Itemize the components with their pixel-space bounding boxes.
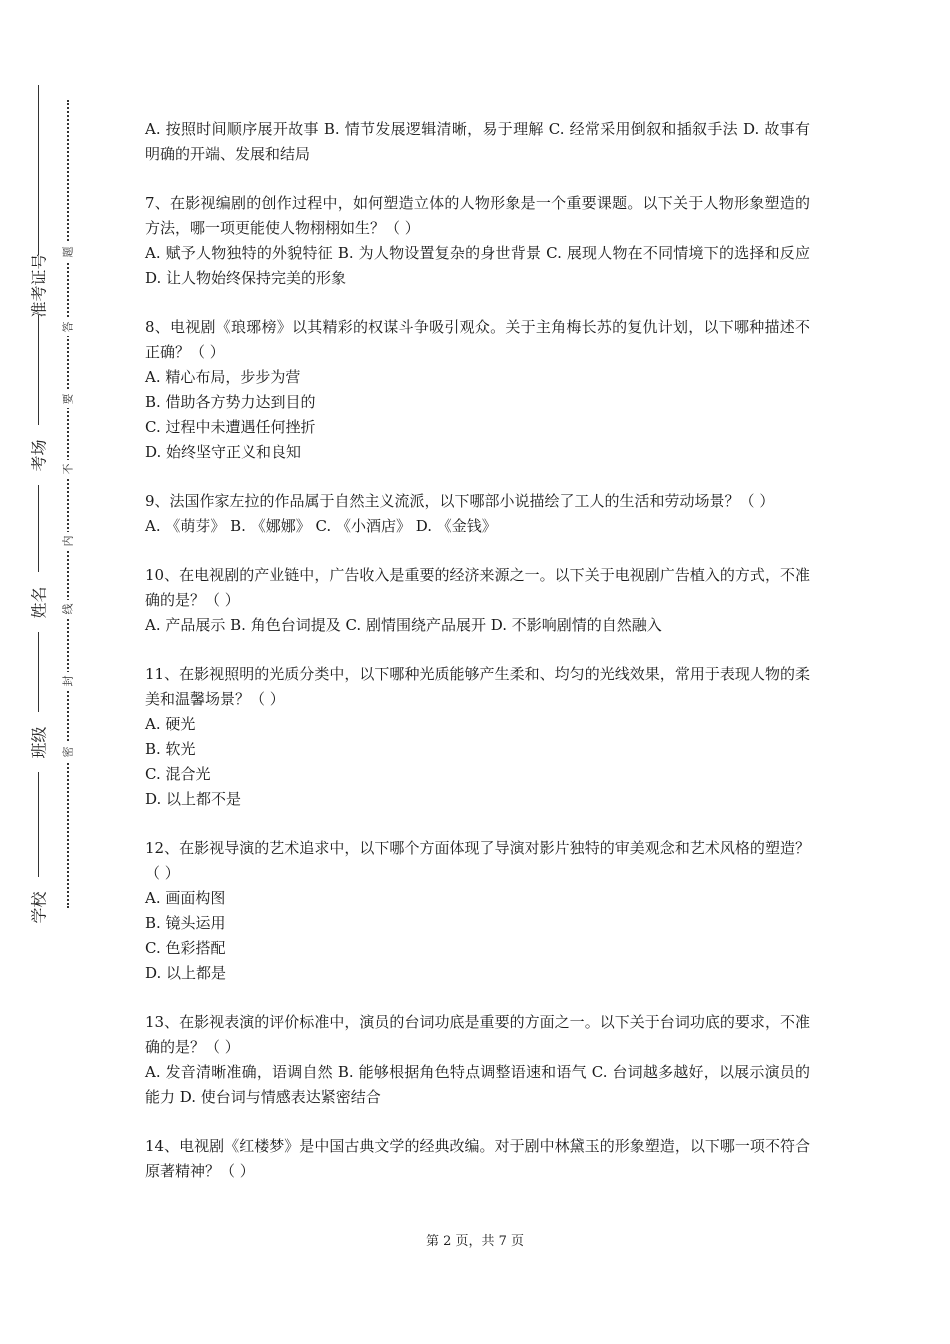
question-option: A. 发音清晰准确，语调自然 B. 能够根据角色特点调整语速和语气 C. 台词越多越好，以展示演员的能力 D. 使台词与情感表达紧密结合 (145, 1063, 810, 1106)
question-content (145, 117, 810, 1208)
question-12 (145, 836, 810, 986)
seal-char-bu: 不 (58, 460, 76, 478)
question-option: B. 借助各方势力达到目的 (145, 393, 316, 411)
exam-room-label: 考场 (22, 425, 54, 485)
seal-char-mi: 密 (58, 743, 76, 761)
binding-solid-line (38, 85, 39, 925)
question-13 (145, 1010, 810, 1110)
question-stem: 7、在影视编剧的创作过程中，如何塑造立体的人物形象是一个重要课题。以下关于人物形象塑造的方法，哪一项更能使人物栩栩如生？（ ） (145, 194, 810, 237)
question-option: A. 赋予人物独特的外貌特征 B. 为人物设置复杂的身世背景 C. 展现人物在不同情境下的选择和反应 D. 让人物始终保持完美的形象 (145, 244, 810, 287)
question-option: B. 软光 (145, 740, 196, 758)
seal-char-feng: 封 (58, 672, 76, 690)
seal-char-ti: 题 (58, 243, 76, 261)
school-label: 学校 (22, 877, 54, 937)
class-label: 班级 (22, 712, 54, 772)
question-option: D. 以上都是 (145, 964, 227, 982)
question-option: B. 镜头运用 (145, 914, 226, 932)
question-stem: 10、在电视剧的产业链中，广告收入是重要的经济来源之一。以下关于电视剧广告植入的方式，不准确的是？（ ） (145, 566, 810, 609)
question-option: C. 混合光 (145, 765, 211, 783)
question-11 (145, 662, 810, 812)
question-option: A. 画面构图 (145, 889, 226, 907)
question-option: D. 以上都不是 (145, 790, 242, 808)
seal-char-nei: 内 (58, 532, 76, 550)
page-footer: 第 2 页，共 7 页 (425, 1234, 525, 1249)
question-stem: 13、在影视表演的评价标准中，演员的台词功底是重要的方面之一。以下关于台词功底的要求，不准确的是？（ ） (145, 1013, 810, 1056)
question-stem: 9、法国作家左拉的作品属于自然主义流派，以下哪部小说描绘了工人的生活和劳动场景？（ ） (145, 492, 775, 510)
question-9 (145, 489, 810, 539)
question-6-continued (145, 117, 810, 167)
question-14 (145, 1134, 810, 1184)
name-label: 姓名 (22, 572, 54, 632)
binding-dotted-line (67, 100, 69, 908)
question-option: A. 硬光 (145, 715, 196, 733)
question-option: A. 按照时间顺序展开故事 B. 情节发展逻辑清晰，易于理解 C. 经常采用倒叙和插叙手法 D. 故事有明确的开端、发展和结局 (145, 120, 810, 163)
question-stem: 12、在影视导演的艺术追求中，以下哪个方面体现了导演对影片独特的审美观念和艺术风格的塑造？（ ） (145, 839, 810, 882)
question-8 (145, 315, 810, 465)
question-option: C. 色彩搭配 (145, 939, 226, 957)
question-7 (145, 191, 810, 291)
question-10 (145, 563, 810, 638)
seal-char-xian: 线 (58, 600, 76, 618)
question-stem: 14、电视剧《红楼梦》是中国古典文学的经典改编。对于剧中林黛玉的形象塑造，以下哪一项不符合原著精神？（ ） (145, 1137, 810, 1180)
question-stem: 11、在影视照明的光质分类中，以下哪种光质能够产生柔和、均匀的光线效果，常用于表现人物的柔美和温馨场景？（ ） (145, 665, 810, 708)
seal-char-da: 答 (58, 318, 76, 336)
seal-char-yao: 要 (58, 390, 76, 408)
question-option: A. 产品展示 B. 角色台词提及 C. 剧情围绕产品展开 D. 不影响剧情的自然融入 (145, 616, 662, 634)
question-option: D. 始终坚守正义和良知 (145, 443, 302, 461)
exam-number-label: 准考证号 (22, 255, 54, 315)
question-option: A. 精心布局，步步为营 (145, 368, 301, 386)
question-option: A. 《萌芽》 B. 《娜娜》 C. 《小酒店》 D. 《金钱》 (145, 517, 497, 535)
binding-margin (0, 0, 90, 1344)
question-option: C. 过程中未遭遇任何挫折 (145, 418, 316, 436)
question-stem: 8、电视剧《琅琊榜》以其精彩的权谋斗争吸引观众。关于主角梅长苏的复仇计划，以下哪种描述不正确？（ ） (145, 318, 810, 361)
